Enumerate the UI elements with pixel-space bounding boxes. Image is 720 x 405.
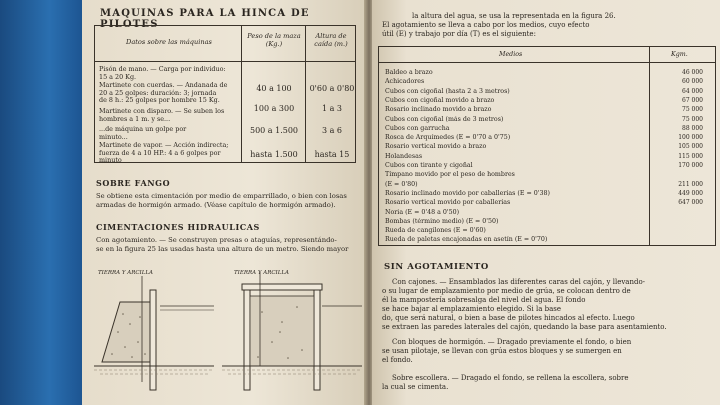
row-desc-line: minuto (99, 156, 122, 164)
table-row (379, 134, 715, 142)
row-medio: Rueda de cangilones (E = 0'60) (385, 227, 486, 235)
row-medio: Bombas (término medio) (E = 0'50) (385, 217, 499, 225)
row-medio: Rosca de Arquímedes (E = 0'70 a 0'75) (385, 134, 511, 142)
text-line: Sobre escollera. — Dragado el fondo, se rellena la escollera, sobre (392, 374, 629, 382)
text-line: se hace bajar al emplazamiento elegido. Si la base (382, 305, 562, 313)
row-kgm: 64 000 (682, 87, 703, 95)
row-desc-line: hombres a 1 m. y se... (99, 114, 171, 123)
text-line: Con cajones. — Ensamblados las diferentes caras del cajón, y llevando- (392, 278, 646, 286)
row-medio: Rosario vertical movido por caballerías (385, 199, 511, 207)
row-medio: Rosario vertical movido a brazo (385, 143, 487, 151)
row-medio: Cubos con tirante y cigoñal (385, 162, 473, 169)
figure-label: TIERRA Y ARCILLA (234, 270, 290, 276)
section-title: SIN AGOTAMIENTO (384, 262, 489, 272)
table-row (379, 69, 715, 77)
row-height: 0'60 a 0'80 (309, 84, 355, 93)
row-kgm: 75 000 (682, 106, 703, 114)
table-row (379, 88, 715, 96)
row-kgm: 46 000 (682, 69, 703, 76)
table-row (379, 97, 715, 105)
row-kgm: 211 000 (678, 180, 703, 188)
row-desc-line: Martinete con disparo. — Se suben los (99, 107, 225, 115)
row-weight: 100 a 300 (253, 104, 295, 113)
row-medio: Cubos con garrucha (385, 124, 450, 132)
row-medio: Cubos con cigoñal (más de 3 metros) (385, 115, 504, 123)
row-weight: hasta 1.500 (250, 150, 298, 159)
cajones-paragraph (382, 278, 712, 332)
row-desc-line: minuto... (99, 132, 128, 141)
row-medio: Baldeo a brazo (385, 69, 433, 76)
table-row (379, 78, 715, 86)
row-kgm: 100 000 (678, 134, 703, 142)
row-height: 1 a 3 (321, 104, 343, 113)
text-line: o su lugar de emplazamiento por medio de grúa, se colocan dentro de (382, 287, 631, 295)
book-cover-edge (0, 0, 82, 405)
row-kgm: 105 000 (678, 143, 703, 151)
row-kgm: 449 000 (678, 189, 703, 197)
text-line: Con bloques de hormigón. — Dragado previamente el fondo, o bien (392, 338, 632, 346)
bloques-paragraph (382, 338, 712, 365)
row-weight: 40 a 100 (256, 84, 292, 93)
row-height: 3 a 6 (321, 126, 343, 135)
cofferdam-figure-1 (90, 262, 220, 402)
right-page (372, 0, 720, 405)
table-row (379, 218, 715, 226)
text-line: se en la figura 25 las usadas hasta una altura de un metro. Siendo mayor (96, 245, 349, 253)
row-kgm: 75 000 (682, 115, 703, 123)
row-medio: Rueda de paletas encajonadas en asetín (E = 0'70) (385, 236, 548, 244)
row-kgm: 170 000 (678, 162, 703, 169)
drainage-table-header (379, 47, 715, 63)
section-title: SOBRE FANGO (96, 178, 171, 188)
row-medio: Noria (E = 0'48 a 0'50) (385, 208, 460, 216)
header-kgm: Kgm. (671, 51, 688, 58)
row-medio: Tímpano movido por el peso de hombres (385, 171, 515, 179)
table-row (379, 171, 715, 179)
intro-paragraph (382, 12, 712, 39)
table-row (379, 236, 715, 244)
table-row (379, 227, 715, 235)
table-row (379, 209, 715, 217)
row-kgm: 647 000 (678, 199, 703, 207)
table-row (379, 116, 715, 124)
row-desc-line: 15 a 20 Kg. (99, 72, 137, 81)
table-row (379, 106, 715, 114)
row-medio: Holandesas (385, 152, 423, 160)
table-row (379, 125, 715, 133)
row-desc-line: Pisón de mano. — Carga por individuo: (99, 65, 226, 73)
row-desc-line: Martinete con cuerdas. — Andanada de (99, 81, 228, 89)
table-row (379, 190, 715, 198)
table-row (379, 181, 715, 189)
drainage-table (378, 46, 716, 246)
row-desc-line: ...de máquina un golpe por (99, 125, 187, 133)
row-medio: Rosario inclinado movido a brazo (385, 106, 492, 114)
row-medio: Rosario inclinado movido por caballerías (E = 0'38) (385, 189, 550, 197)
header-weight: Peso de la maza (Kg.) (247, 32, 301, 48)
cofferdam-figure-2 (222, 262, 362, 402)
header-height: Altura de caída (m.) (314, 32, 348, 48)
text-line: la cual se cimenta. (382, 383, 449, 391)
text-line: útil (E) y trabajo por día (T) es el siguiente: (382, 30, 536, 38)
machines-table-title: MAQUINAS PARA LA HINCA DE PILOTES (100, 8, 310, 30)
row-kgm: 67 000 (682, 96, 703, 104)
text-line: él la mampostería sobresalga del nivel del agua. El fondo (382, 296, 586, 304)
paragraph (96, 236, 360, 254)
left-page (82, 0, 367, 405)
text-line: la altura del agua, se usa la representada en la figura 26. (412, 12, 616, 20)
table-row (379, 143, 715, 151)
row-kgm: 88 000 (682, 124, 703, 132)
text-line: el fondo. (382, 356, 413, 364)
figure-label: TIERRA Y ARCILLA (98, 270, 154, 276)
text-line: El agotamiento se lleva a cabo por los medios, cuyo efecto (382, 21, 590, 29)
machines-table-header (95, 26, 355, 62)
text-line: se usan pilotaje, se llevan con grúa estos bloques y se sumergen en (382, 347, 622, 355)
row-desc-line: 20 a 25 golpes: duración: 3; jornada (99, 88, 217, 97)
text-line: armadas de hormigón armado. (Véase capítulo de hormigón armado). (96, 201, 336, 209)
header-description: Datos sobre las máquinas (126, 38, 212, 46)
row-medio: Cubos con cigoñal (hasta 2 a 3 metros) (385, 87, 510, 95)
row-desc-line: Martinete de vapor. — Acción indirecta; (99, 141, 229, 149)
header-medios: Medios (499, 51, 523, 58)
table-row (379, 162, 715, 170)
row-medio: Achicadores (385, 78, 425, 86)
text-line: se extraen las paredes laterales del cajón, quedando la base para asentamiento. (382, 323, 667, 331)
paragraph (96, 192, 360, 210)
row-kgm: 115 000 (678, 152, 703, 160)
table-divider (305, 26, 306, 162)
table-row (379, 199, 715, 207)
row-weight: 500 a 1.500 (249, 126, 299, 135)
section-title: CIMENTACIONES HIDRAULICAS (96, 222, 260, 232)
row-height: hasta 15 (314, 150, 350, 159)
row-medio: Cubos con cigoñal movido a brazo (385, 96, 495, 104)
table-divider (241, 26, 242, 162)
text-line: do, que será natural, o bien a base de pilotes hincados al efecto. Luego (382, 314, 635, 322)
row-desc-line: de 8 h.: 25 golpes por hombre 15 Kg. (99, 96, 220, 104)
escollera-paragraph (382, 374, 712, 392)
row-desc-line: fuerza de 4 a 10 HP.: 4 a 6 golpes por (99, 148, 221, 157)
row-kgm: 60 000 (682, 78, 703, 86)
row-medio: (E = 0'80) (385, 180, 418, 188)
table-row (379, 153, 715, 161)
text-line: Con agotamiento. — Se construyen presas o ataguías, representándo- (96, 236, 337, 244)
text-line: Se obtiene esta cimentación por medio de emparrillado, o bien con losas (96, 192, 347, 200)
machines-table (94, 25, 356, 163)
